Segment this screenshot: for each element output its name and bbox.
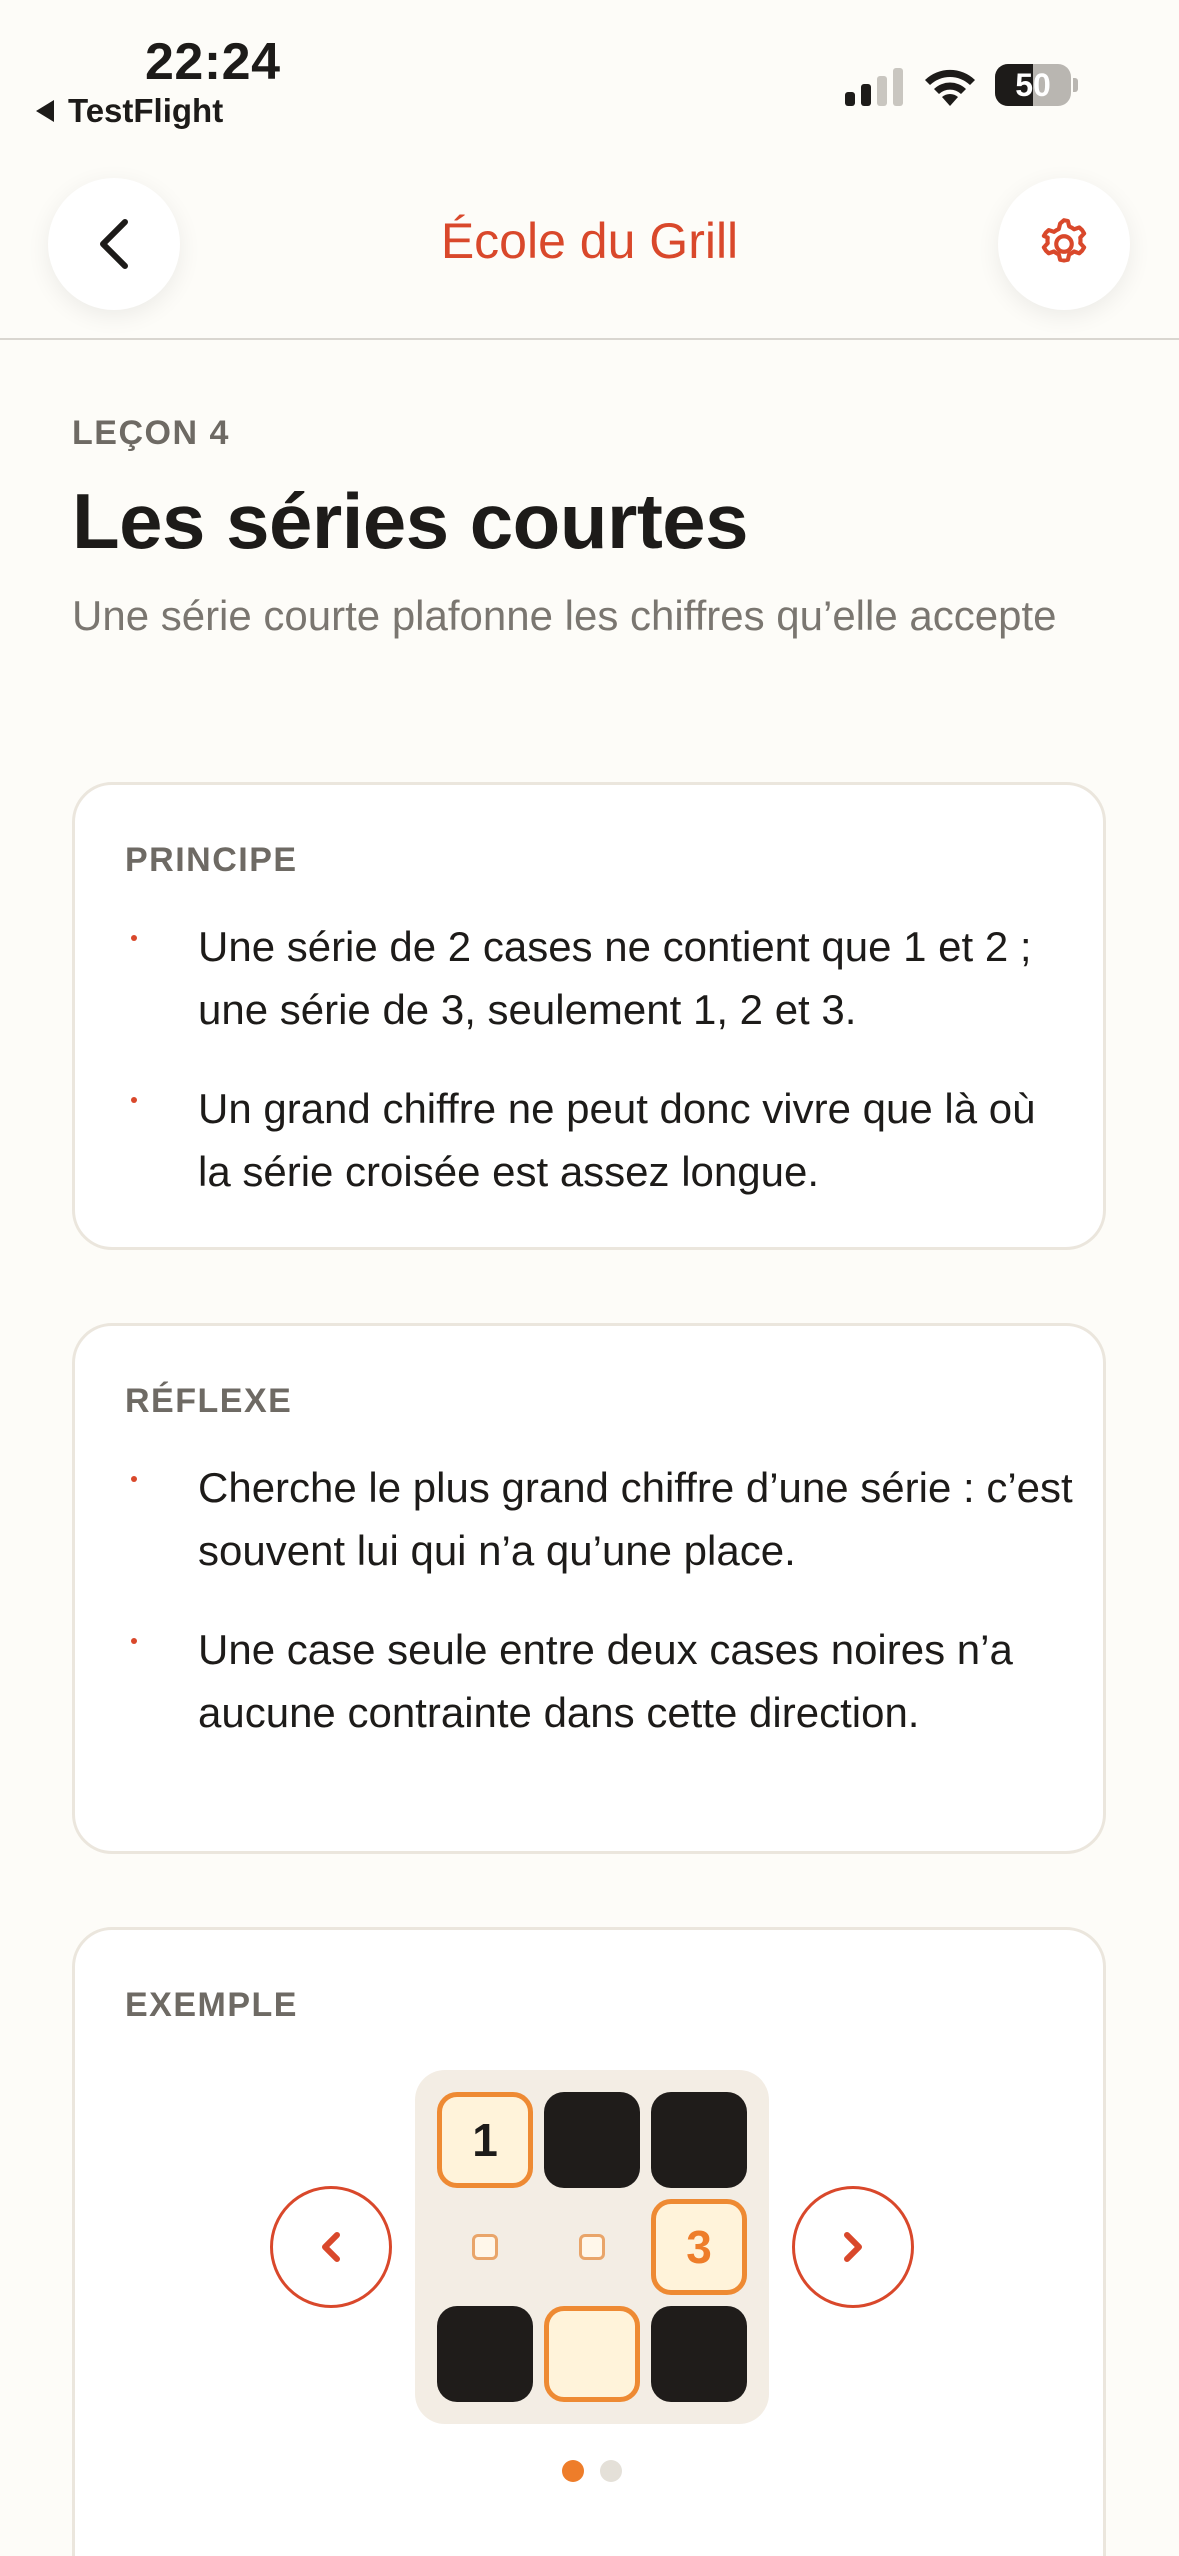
bullet-dot-icon <box>131 1097 137 1103</box>
exemple-card <box>72 1927 1106 2556</box>
previous-example-button[interactable] <box>270 2186 392 2308</box>
bullet-dot-icon <box>131 935 137 941</box>
reflexe-card <box>72 1323 1106 1854</box>
bullet-text: Un grand chiffre ne peut donc vivre que là où la série croisée est assez longue. <box>198 1085 1036 1195</box>
card-label: PRINCIPE <box>125 841 298 879</box>
page-dot[interactable] <box>600 2460 622 2482</box>
bullet-dot-icon <box>131 1476 137 1482</box>
testflight-label: TestFlight <box>68 92 224 129</box>
lesson-number: LEÇON 4 <box>72 414 230 452</box>
grid-cell-black <box>544 2092 640 2188</box>
chevron-left-icon <box>314 2227 348 2267</box>
battery-icon <box>995 64 1077 106</box>
wifi-icon <box>920 62 980 108</box>
example-grid <box>415 2070 769 2424</box>
grid-cell-filled[interactable]: 1 <box>437 2092 533 2188</box>
cellular-signal-icon <box>845 68 903 106</box>
battery-percent: 50 <box>1015 67 1051 103</box>
grid-cell-empty[interactable] <box>472 2234 498 2260</box>
nav-header <box>0 140 1179 340</box>
card-label: RÉFLEXE <box>125 1382 293 1420</box>
grid-cell-black <box>437 2306 533 2402</box>
grid-cell-black <box>651 2306 747 2402</box>
bullet-dot-icon <box>131 1638 137 1644</box>
testflight-back-link[interactable] <box>36 92 223 130</box>
lesson-title: Les séries courtes <box>72 477 749 565</box>
card-label: EXEMPLE <box>125 1986 298 2024</box>
grid-cell-black <box>651 2092 747 2188</box>
bullet-text: Une série de 2 cases ne contient que 1 et 2 ; une série de 3, seulement 1, 2 et 3. <box>198 923 1032 1033</box>
page-title: École du Grill <box>440 213 739 269</box>
page-indicator <box>75 2460 1109 2482</box>
status-time: 22:24 <box>145 33 281 91</box>
page-dot-active[interactable] <box>562 2460 584 2482</box>
status-bar <box>0 0 1179 140</box>
grid-cell-empty[interactable] <box>579 2234 605 2260</box>
settings-button[interactable] <box>998 178 1130 310</box>
principe-card <box>72 782 1106 1250</box>
grid-cell-filled[interactable]: 3 <box>651 2199 747 2295</box>
bullet-text: Cherche le plus grand chiffre d’une série : c’est souvent lui qui n’a qu’une place. <box>198 1464 1073 1574</box>
back-triangle-icon <box>36 100 54 122</box>
next-example-button[interactable] <box>792 2186 914 2308</box>
gear-icon <box>1033 213 1095 275</box>
bullet-text: Une case seule entre deux cases noires n’a aucune contrainte dans cette direction. <box>198 1626 1013 1736</box>
lesson-subtitle: Une série courte plafonne les chiffres qu’elle accepte <box>72 592 1057 639</box>
grid-cell-selected[interactable] <box>544 2306 640 2402</box>
chevron-right-icon <box>836 2227 870 2267</box>
